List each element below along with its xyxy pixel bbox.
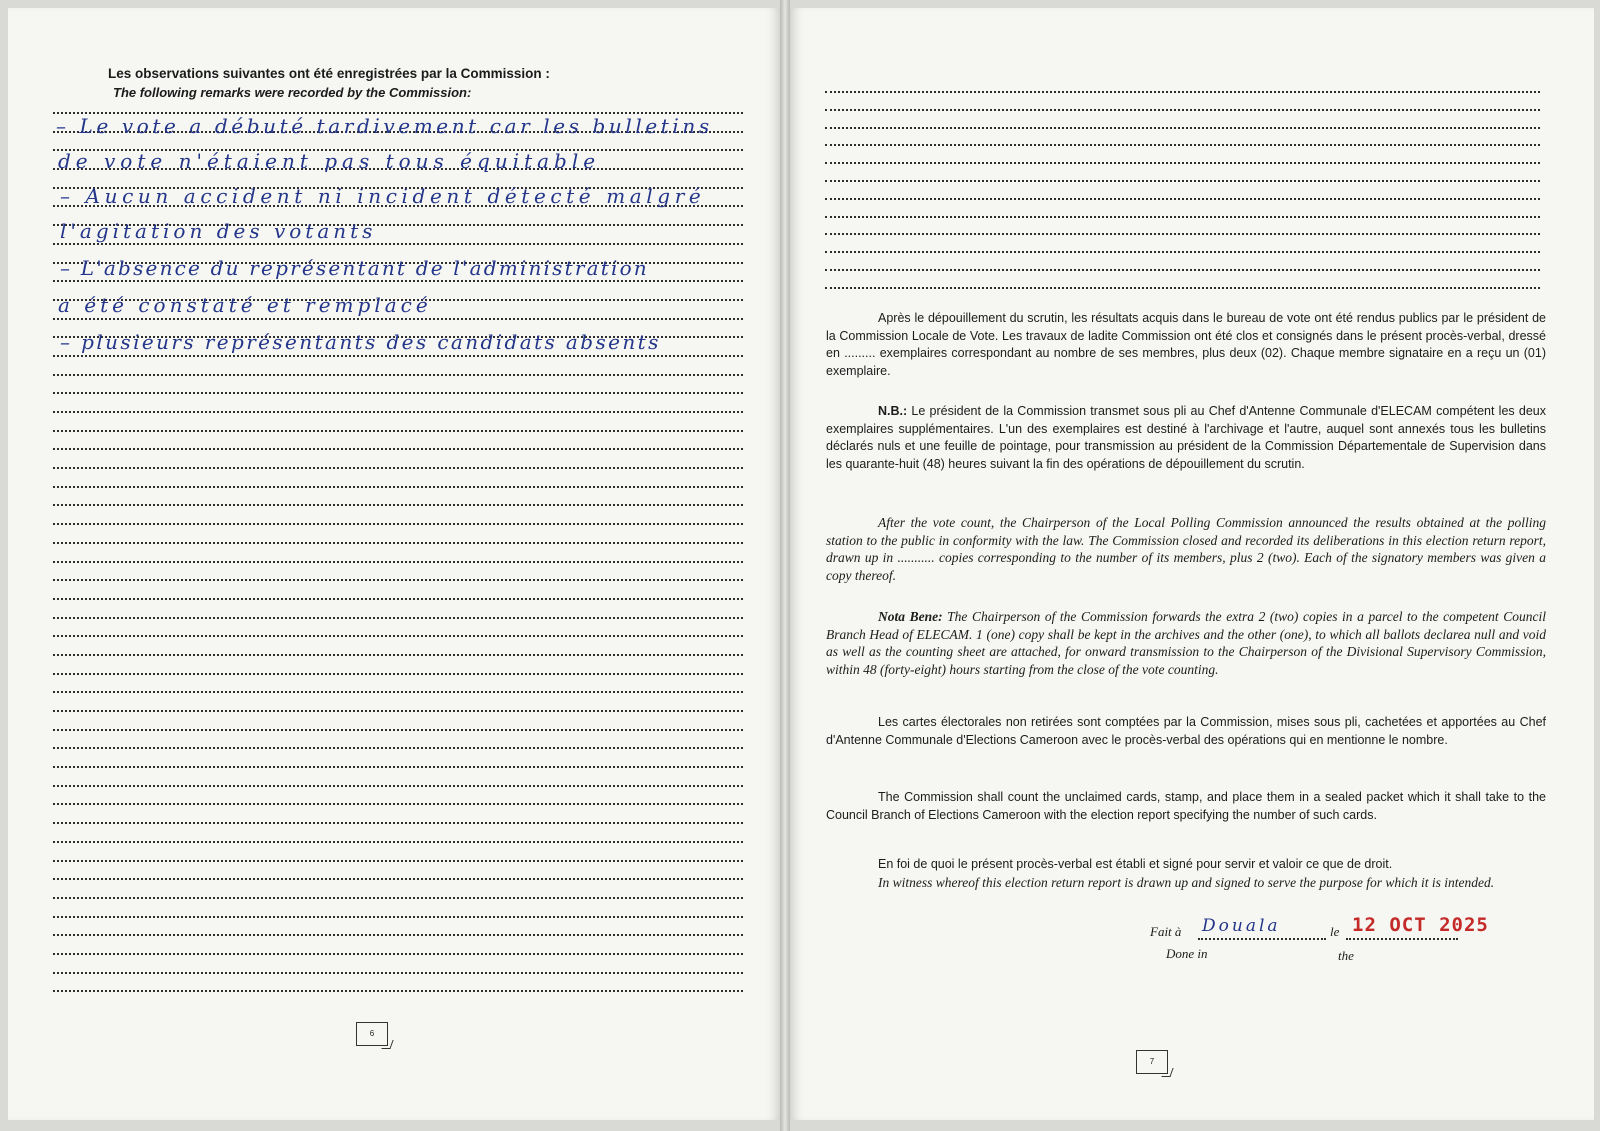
dotted-rule-line (825, 144, 1540, 146)
left-page (8, 8, 780, 1120)
dotted-rule-line (53, 598, 743, 600)
voter-cards-paragraph-en: The Commission shall count the unclaimed cards, stamp, and place them in a sealed packet which it shall take to the Council Branch of Elections Cameroon with the election report specifying the number of such cards. (826, 790, 1546, 822)
book-gutter (780, 0, 790, 1131)
dotted-rule-line (53, 504, 743, 506)
page-number: 7 (1136, 1050, 1168, 1074)
dotted-rule-line (53, 822, 743, 824)
nb-label: N.B.: (878, 404, 908, 418)
dotted-rule-line (53, 561, 743, 563)
dotted-rule-line (53, 766, 743, 768)
dotted-rule-line (53, 243, 743, 245)
nb-text: Le président de la Commission transmet sous pli au Chef d'Antenne Communale d'ELECAM compétent les deux exemplaires supplémentaires. L'un des exemplaires est destiné à l'archivage et l'autre, auquel sont annexés tous les bulletins déclarés nuls et une feuille de pointage, pour transmission au président de la Commission Départementale de Supervision dans les quarante-huit (48) heures suivant la fin des opérations de dépouillement du scrutin. (826, 404, 1546, 471)
dotted-rule-line (53, 990, 743, 992)
closing-paragraph-fr: Après le dépouillement du scrutin, les résultats acquis dans le bureau de vote ont été rendus publics par le président de la Commission Locale de Vote. Les travaux de ladite Commission ont été clos et consignés dans le présent procès-verbal, dressé en ......... exemplaires correspondant au nombre de ses membres, plus deux (02). Chaque membre signataire en a reçu un (01) exemplaire. (826, 311, 1546, 378)
dotted-rule-line (53, 579, 743, 581)
dotted-rule-line (53, 953, 743, 955)
remarks-header-fr: Les observations suivantes ont été enregistrées par la Commission : (108, 66, 550, 81)
place-dotted-field (1198, 938, 1326, 940)
dotted-rule-line (825, 251, 1540, 253)
witness-paragraph-en: In witness whereof this election return report is drawn up and signed to serve the purpose for which it is intended. (878, 875, 1495, 890)
remarks-header-en: The following remarks were recorded by the Commission: (113, 85, 472, 100)
page-number: 6 (356, 1022, 388, 1046)
nota-bene-label: Nota Bene: (878, 609, 943, 624)
dotted-rule-line (53, 448, 743, 450)
nota-bene-paragraph-en (826, 608, 1546, 678)
the-label: the (1338, 948, 1354, 963)
dotted-rule-line (53, 355, 743, 357)
dotted-rule-line (53, 747, 743, 749)
dotted-rule-line (53, 691, 743, 693)
handwritten-remark-line: de vote n'étaient pas tous équitable (58, 149, 601, 173)
dotted-rule-line (825, 287, 1540, 289)
handwritten-remark-line: l'agitation des votants (60, 219, 377, 243)
dotted-rule-line (825, 198, 1540, 200)
dotted-rule-line (53, 785, 743, 787)
dotted-rule-line (53, 392, 743, 394)
dotted-rule-line (53, 897, 743, 899)
dotted-rule-line (53, 318, 743, 320)
dotted-rule-line (53, 654, 743, 656)
handwritten-remark-line: a été constaté et remplacé (58, 293, 432, 317)
nota-bene-text: The Chairperson of the Commission forwards the extra 2 (two) copies in a parcel to the competent Council Branch Head of ELECAM. 1 (one) copy shall be kept in the archives and the other (one), to which all ballots declarea null and void as well as the counting sheet are attached, for onward transmission to the Chairperson of the Divisional Supervisory Commission, within 48 (forty-eight) hours starting from the close of the vote counting. (826, 609, 1546, 677)
dotted-rule-line (53, 374, 743, 376)
dotted-rule-line (825, 233, 1540, 235)
dotted-rule-line (53, 411, 743, 413)
handwritten-remark-line: – Aucun accident ni incident détecté malgré (60, 184, 706, 208)
handwritten-place: Douala (1202, 916, 1281, 936)
dotted-rule-line (53, 673, 743, 675)
dotted-rule-line (53, 916, 743, 918)
handwritten-remark-line: – L'absence du représentant de l'administration (60, 256, 649, 280)
dotted-rule-line (825, 162, 1540, 164)
remarks-ruled-lines (53, 112, 743, 1009)
dotted-rule-line (53, 635, 743, 637)
dotted-rule-line (825, 109, 1540, 111)
dotted-rule-line (53, 860, 743, 862)
date-stamp: 12 OCT 2025 (1352, 914, 1489, 936)
witness-paragraph-fr: En foi de quoi le présent procès-verbal est établi et signé pour servir et valoir ce que de droit. (878, 857, 1393, 871)
extra-ruled-lines (825, 91, 1540, 305)
dotted-rule-line (53, 878, 743, 880)
dotted-rule-line (53, 542, 743, 544)
dotted-rule-line (825, 216, 1540, 218)
right-page (790, 8, 1594, 1120)
dotted-rule-line (53, 972, 743, 974)
closing-paragraph-en: After the vote count, the Chairperson of the Local Polling Commission announced the results obtained at the polling station to the public in conformity with the law. The Commission closed and recorded its deliberations in this election return report, drawn up in ........... copies corresponding to the number of its members, plus 2 (two). Each of the signatory members was given a copy thereof. (826, 515, 1546, 583)
dotted-rule-line (53, 617, 743, 619)
fait-a-label: Fait à (1150, 924, 1182, 939)
nb-paragraph-fr (826, 403, 1546, 473)
dotted-rule-line (825, 127, 1540, 129)
handwritten-remark-line: – plusieurs représentants des candidats absents (60, 330, 661, 354)
dotted-rule-line (53, 934, 743, 936)
dotted-rule-line (53, 486, 743, 488)
le-label: le (1330, 924, 1340, 939)
dotted-rule-line (53, 841, 743, 843)
dotted-rule-line (53, 729, 743, 731)
dotted-rule-line (825, 269, 1540, 271)
dotted-rule-line (825, 91, 1540, 93)
dotted-rule-line (53, 280, 743, 282)
place-date-line (1150, 916, 1550, 966)
done-in-label: Done in (1166, 946, 1208, 961)
handwritten-remark-line: – Le vote a débuté tardivement car les bulletins (56, 114, 713, 138)
dotted-rule-line (825, 180, 1540, 182)
dotted-rule-line (53, 467, 743, 469)
dotted-rule-line (53, 710, 743, 712)
dotted-rule-line (53, 430, 743, 432)
dotted-rule-line (53, 523, 743, 525)
voter-cards-paragraph-fr: Les cartes électorales non retirées sont comptées par la Commission, mises sous pli, cachetées et apportées au Chef d'Antenne Communale d'Elections Cameroon avec le procès-verbal des opérations qui en mentionne le nombre. (826, 715, 1546, 747)
dotted-rule-line (53, 803, 743, 805)
date-dotted-field (1346, 938, 1458, 940)
